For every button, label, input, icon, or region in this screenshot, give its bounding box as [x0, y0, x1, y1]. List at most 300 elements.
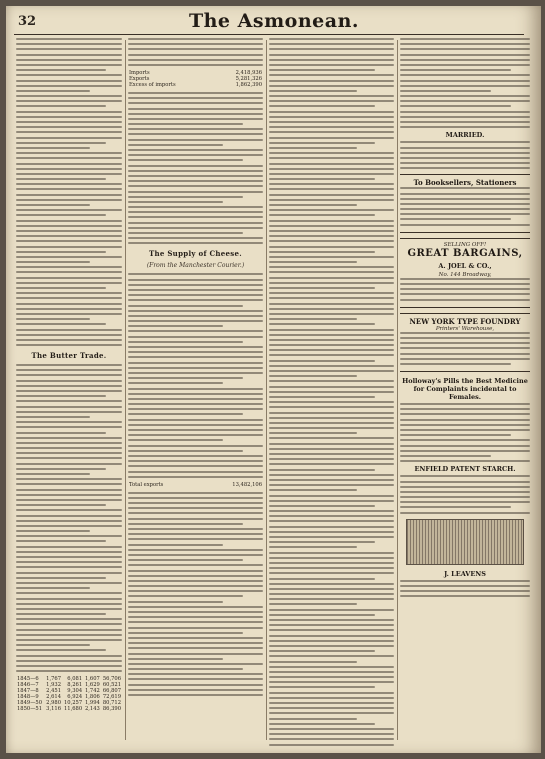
- text-line: [16, 369, 122, 371]
- text-line: [16, 374, 122, 376]
- text-line: [128, 237, 263, 239]
- text-line: [269, 157, 394, 159]
- text-line: [400, 213, 530, 215]
- text-line: [400, 54, 530, 56]
- text-line: [400, 424, 530, 426]
- text-line: [269, 406, 394, 408]
- text-line: [269, 48, 394, 50]
- text-line: [269, 354, 394, 356]
- text-line: [269, 121, 394, 123]
- text-line: [16, 582, 122, 584]
- text-line: [16, 344, 122, 346]
- text-line: [128, 465, 263, 467]
- article-text: [128, 92, 263, 244]
- text-line: [128, 284, 263, 286]
- text-line: [400, 439, 530, 441]
- text-line: [16, 59, 122, 61]
- text-line: [16, 147, 90, 149]
- text-line: [269, 90, 357, 92]
- text-line: [16, 395, 106, 397]
- text-line: [269, 64, 394, 66]
- text-line: [128, 299, 263, 301]
- text-line: [400, 48, 530, 50]
- ad-text: [400, 475, 530, 513]
- article-text: [128, 273, 263, 477]
- text-line: [269, 463, 394, 465]
- text-line: [16, 494, 122, 496]
- ad-heading: ENFIELD PATENT STARCH.: [414, 465, 516, 474]
- text-line: [128, 455, 263, 457]
- ad-firm-name: A. JOEL & CO.,: [438, 261, 492, 270]
- text-line: [269, 375, 357, 377]
- text-line: [269, 583, 394, 585]
- text-line: [128, 518, 263, 520]
- text-line: [16, 199, 122, 201]
- text-line: [269, 546, 357, 548]
- text-line: [269, 370, 394, 372]
- text-line: [400, 187, 530, 189]
- text-line: [128, 170, 263, 172]
- table-cell: 1848—9: [17, 694, 39, 701]
- column-2: [128, 38, 263, 746]
- column-rule: [397, 40, 398, 740]
- text-line: [400, 64, 530, 66]
- text-line: [128, 128, 263, 130]
- text-line: [16, 421, 122, 423]
- text-line: [128, 92, 263, 94]
- text-line: [269, 43, 394, 45]
- text-line: [128, 632, 243, 634]
- text-line: [269, 505, 375, 507]
- text-line: [128, 689, 263, 691]
- text-line: [269, 292, 394, 294]
- text-line: [128, 429, 263, 431]
- text-line: [400, 167, 530, 169]
- table-cell: 80,712: [102, 700, 121, 707]
- text-line: [128, 113, 263, 115]
- text-line: [269, 520, 394, 522]
- text-line: [16, 266, 122, 268]
- text-line: [269, 178, 375, 180]
- text-line: [269, 173, 394, 175]
- text-line: [269, 437, 394, 439]
- text-line: [16, 209, 122, 211]
- text-line: [16, 95, 122, 97]
- text-line: [400, 585, 530, 587]
- article-subheading: (From the Manchester Courier.): [146, 262, 245, 270]
- text-line: [128, 398, 263, 400]
- text-line: [128, 642, 263, 644]
- text-line: [269, 313, 394, 315]
- text-line: [128, 133, 263, 135]
- text-line: [269, 318, 357, 320]
- text-line: [16, 131, 122, 133]
- text-line: [269, 686, 375, 688]
- text-line: [16, 85, 122, 87]
- text-line: [128, 616, 263, 618]
- text-line: [269, 474, 394, 476]
- text-line: [269, 744, 394, 746]
- text-line: [128, 315, 263, 317]
- text-line: [400, 141, 530, 143]
- text-line: [16, 504, 106, 506]
- table-cell: 60,521: [102, 682, 121, 689]
- text-line: [128, 658, 223, 660]
- text-line: [400, 283, 530, 285]
- column-4: [400, 38, 530, 746]
- text-line: [128, 118, 263, 120]
- text-line: [128, 471, 263, 473]
- text-line: [128, 351, 263, 353]
- text-line: [16, 592, 122, 594]
- text-line: [400, 363, 511, 365]
- text-line: [16, 587, 90, 589]
- text-line: [16, 163, 122, 165]
- text-line: [269, 209, 394, 211]
- text-line: [128, 528, 263, 530]
- text-line: [128, 497, 263, 499]
- text-line: [128, 611, 263, 613]
- ad-heading: J. LEAVENS: [444, 569, 486, 578]
- text-line: [16, 390, 122, 392]
- text-line: [269, 287, 375, 289]
- text-line: [400, 198, 530, 200]
- masthead-title: The Asmonean.: [188, 10, 359, 32]
- text-line: [16, 608, 122, 610]
- text-line: [269, 723, 375, 725]
- text-line: [16, 90, 90, 92]
- exports-label: Exports: [129, 75, 150, 82]
- text-line: [269, 614, 375, 616]
- article-heading: The Supply of Cheese.: [148, 249, 243, 259]
- text-line: [16, 183, 122, 185]
- text-line: [128, 450, 243, 452]
- text-line: [128, 585, 263, 587]
- text-line: [269, 303, 394, 305]
- text-line: [16, 303, 122, 305]
- text-line: [128, 232, 243, 234]
- text-line: [400, 193, 530, 195]
- text-line: [269, 323, 375, 325]
- text-line: [16, 334, 122, 336]
- text-line: [128, 460, 263, 462]
- table-cell: 2,143: [84, 706, 100, 713]
- text-line: [16, 214, 106, 216]
- text-line: [269, 116, 394, 118]
- text-line: [269, 271, 394, 273]
- text-line: [128, 336, 263, 338]
- text-line: [269, 105, 375, 107]
- text-line: [128, 419, 263, 421]
- text-line: [269, 479, 394, 481]
- text-line: [16, 613, 106, 615]
- text-line: [400, 203, 530, 205]
- exports-value: 5,281,326: [235, 75, 262, 82]
- text-line: [128, 544, 223, 546]
- table-cell: 1,607: [84, 676, 100, 683]
- text-line: [16, 468, 106, 470]
- text-line: [16, 566, 122, 568]
- excess-label: Excess of imports: [129, 81, 176, 88]
- table-cell: 6,924: [67, 694, 83, 701]
- table-cell: 1,767: [46, 676, 61, 683]
- text-line: [16, 380, 122, 382]
- text-line: [400, 208, 530, 210]
- text-line: [269, 386, 394, 388]
- page-header: [14, 12, 524, 35]
- text-line: [16, 577, 106, 579]
- text-line: [128, 325, 223, 327]
- text-line: [128, 533, 263, 535]
- text-line: [400, 100, 530, 102]
- text-line: [16, 287, 106, 289]
- text-line: [400, 337, 530, 339]
- text-line: [16, 220, 122, 222]
- text-line: [400, 445, 530, 447]
- text-line: [400, 512, 530, 514]
- text-line: [269, 100, 394, 102]
- text-line: [269, 152, 394, 154]
- text-line: [16, 240, 122, 242]
- text-line: [269, 396, 375, 398]
- text-line: [269, 194, 394, 196]
- text-line: [269, 598, 394, 600]
- text-line: [128, 165, 263, 167]
- ad-text: [400, 403, 530, 462]
- text-line: [269, 422, 394, 424]
- text-line: [16, 100, 122, 102]
- ad-heading: To Booksellers, Stationers: [413, 178, 517, 188]
- article-text: [16, 364, 122, 672]
- text-line: [16, 364, 122, 366]
- totals-table: [128, 482, 263, 488]
- text-line: [128, 388, 263, 390]
- text-line: [269, 251, 375, 253]
- text-line: [16, 483, 122, 485]
- text-line: [128, 627, 263, 629]
- text-line: [269, 240, 394, 242]
- text-line: [269, 738, 394, 740]
- text-line: [128, 694, 263, 696]
- ad-subheading: Printers' Warehouse,: [435, 325, 495, 332]
- text-line: [269, 297, 394, 299]
- text-line: [400, 278, 530, 280]
- text-line: [16, 670, 122, 672]
- text-line: [400, 218, 511, 220]
- text-line: [400, 90, 491, 92]
- text-line: [400, 413, 530, 415]
- text-line: [128, 59, 263, 61]
- text-line: [269, 531, 394, 533]
- text-line: [400, 288, 530, 290]
- text-line: [128, 570, 263, 572]
- text-line: [269, 74, 394, 76]
- table-cell: 1,806: [84, 694, 100, 701]
- table-cell: 11,680: [63, 706, 83, 713]
- text-line: [128, 606, 263, 608]
- ad-subheading: SELLING OFF!: [443, 241, 487, 248]
- text-line: [400, 147, 530, 149]
- text-line: [269, 443, 394, 445]
- text-line: [16, 277, 122, 279]
- article-text: [128, 492, 263, 696]
- text-line: [269, 349, 394, 351]
- text-line: [400, 43, 530, 45]
- text-line: [128, 346, 263, 348]
- text-line: [128, 216, 263, 218]
- text-line: [400, 74, 530, 76]
- text-line: [269, 432, 357, 434]
- text-line: [400, 486, 530, 488]
- text-line: [400, 460, 530, 462]
- text-line: [128, 382, 223, 384]
- text-line: [128, 445, 263, 447]
- text-line: [400, 491, 530, 493]
- text-line: [269, 137, 394, 139]
- text-line: [128, 242, 263, 244]
- article-heading: The Butter Trade.: [31, 351, 107, 361]
- text-line: [400, 157, 530, 159]
- text-line: [269, 126, 394, 128]
- text-line: [269, 344, 394, 346]
- text-line: [269, 510, 394, 512]
- text-line: [269, 38, 394, 40]
- text-line: [128, 507, 263, 509]
- trade-summary-table: [128, 70, 263, 88]
- text-line: [269, 339, 394, 341]
- article-text: [128, 38, 263, 66]
- text-line: [128, 372, 263, 374]
- text-line: [16, 256, 122, 258]
- text-line: [16, 64, 122, 66]
- text-line: [16, 339, 122, 341]
- text-line: [128, 310, 263, 312]
- text-line: [128, 123, 243, 125]
- ad-heading: NEW YORK TYPE FOUNDRY: [409, 316, 521, 326]
- text-line: [16, 204, 90, 206]
- text-line: [400, 152, 530, 154]
- text-line: [269, 163, 394, 165]
- text-line: [16, 515, 122, 517]
- text-line: [16, 323, 106, 325]
- totals-value: 13,482,106: [232, 481, 262, 488]
- text-line: [269, 183, 394, 185]
- table-cell: 56,706: [102, 676, 121, 683]
- text-line: [400, 353, 530, 355]
- text-line: [16, 665, 122, 667]
- text-line: [269, 360, 375, 362]
- text-line: [128, 367, 263, 369]
- text-line: [16, 168, 122, 170]
- text-line: [400, 85, 530, 87]
- table-cell: 2,451: [46, 688, 61, 695]
- text-line: [400, 590, 530, 592]
- text-line: [16, 297, 122, 299]
- text-line: [269, 308, 394, 310]
- table-cell: 1849—50: [17, 700, 42, 707]
- text-line: [400, 111, 530, 113]
- text-line: [128, 393, 263, 395]
- text-line: [128, 38, 263, 40]
- text-line: [128, 564, 263, 566]
- text-line: [128, 434, 263, 436]
- text-line: [16, 271, 122, 273]
- table-cell: 1850—51: [17, 706, 42, 713]
- text-line: [269, 609, 394, 611]
- text-line: [400, 347, 530, 349]
- text-line: [400, 501, 530, 503]
- text-line: [269, 681, 394, 683]
- text-line: [16, 639, 122, 641]
- text-line: [128, 222, 263, 224]
- table-cell: 72,619: [102, 694, 121, 701]
- text-line: [269, 572, 394, 574]
- page-number: 32: [18, 14, 37, 29]
- text-line: [128, 408, 263, 410]
- text-line: [128, 637, 263, 639]
- text-line: [269, 85, 394, 87]
- text-line: [16, 447, 122, 449]
- text-line: [128, 668, 243, 670]
- text-line: [16, 540, 106, 542]
- text-line: [16, 105, 106, 107]
- text-line: [400, 95, 530, 97]
- text-line: [269, 702, 394, 704]
- text-line: [269, 235, 394, 237]
- text-line: [128, 673, 263, 675]
- text-line: [400, 403, 530, 405]
- text-line: [128, 305, 243, 307]
- text-line: [16, 442, 122, 444]
- text-line: [269, 578, 375, 580]
- text-line: [400, 429, 530, 431]
- text-line: [128, 196, 243, 198]
- text-line: [128, 403, 263, 405]
- text-line: [128, 108, 263, 110]
- text-line: [128, 647, 263, 649]
- text-line: [269, 225, 394, 227]
- text-line: [269, 147, 357, 149]
- text-line: [400, 434, 511, 436]
- text-line: [128, 144, 223, 146]
- text-line: [16, 74, 122, 76]
- text-line: [16, 142, 106, 144]
- text-line: [16, 251, 106, 253]
- text-line: [16, 246, 122, 248]
- text-line: [128, 185, 263, 187]
- table-row: [16, 706, 122, 712]
- text-line: [269, 619, 394, 621]
- text-line: [16, 509, 122, 511]
- text-line: [269, 484, 394, 486]
- text-line: [269, 80, 394, 82]
- text-line: [400, 580, 530, 582]
- table-cell: 6,081: [67, 676, 83, 683]
- text-line: [400, 293, 530, 295]
- text-line: [269, 728, 394, 730]
- table-cell: 9,304: [67, 688, 83, 695]
- text-line: [269, 427, 394, 429]
- text-line: [16, 137, 122, 139]
- text-line: [400, 358, 530, 360]
- text-line: [128, 102, 263, 104]
- text-line: [269, 733, 394, 735]
- text-line: [269, 246, 394, 248]
- text-line: [128, 54, 263, 56]
- text-line: [269, 111, 394, 113]
- text-line: [269, 661, 357, 663]
- text-line: [128, 538, 263, 540]
